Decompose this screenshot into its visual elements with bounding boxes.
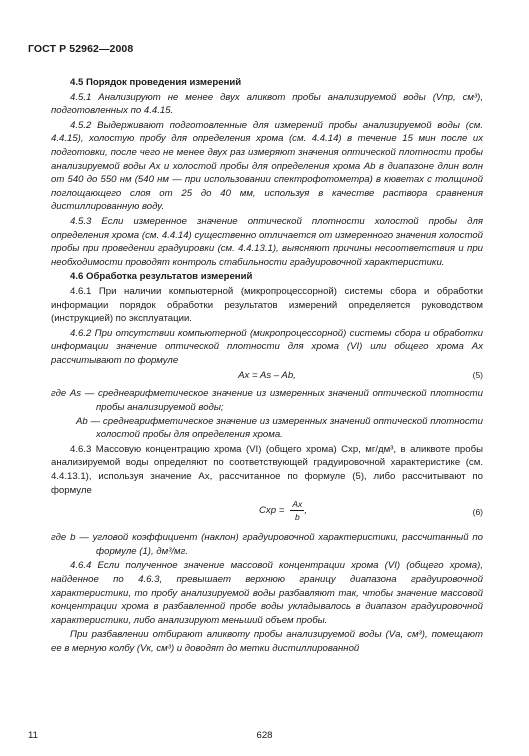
- paragraph-4-5-2: 4.5.2 Выдерживают подготовленные для измерений пробы анализируемой воды (см. 4.4.15), холостую пробу для определения хрома (см. 4.4.14) в течение 15 мин после их подготовки, после чего не менее двух раз измеряют значения оптической плотности пробы анализируемой воды Ах и холостой пробы для определения хрома Аb в диапазоне длин волн от 540 до 550 нм (540 нм — при использовании спектрофотометра) в кюветах с толщиной поглощающего слоя от 25 до 40 мм, используя в качестве раствора сравнения дистиллированную воду.: [51, 119, 483, 213]
- formula-6-expression: [259, 499, 307, 522]
- formula-6-fraction: [290, 499, 304, 522]
- formula-6-denominator: b: [294, 512, 300, 523]
- paragraph-4-6-2: 4.6.2 При отсутствии компьютерной (микропроцессорной) системы сбора и обработки информации значение оптической плотности для хрома (VI) или общего хрома Ах рассчитывают по формуле: [51, 327, 483, 366]
- formula-5: [51, 369, 483, 385]
- formula-5-expression: Ax = As – Ab,: [238, 370, 296, 382]
- formula-6-number: (6): [472, 507, 483, 518]
- paragraph-4-6-1: 4.6.1 При наличии компьютерной (микропроцессорной) системы сбора и обработки информации порядок обработки результатов измерений определяется руководством (инструкцией) по эксплуатации.: [51, 285, 483, 325]
- formula-5-number: (5): [472, 370, 483, 381]
- paragraph-4-6-4: 4.6.4 Если полученное значение массовой концентрации хрома (VI) (общего хрома), найденное по 4.6.3, превышает верхнюю границу диапазона градуировочной характеристики, то пробу анализируемой воды разбавляют так, чтобы значение массовой концентрации хрома в разбавленной пробе воды укладывалось в диапазон градуировочной характеристики, либо анализируют меньший объем пробы.: [51, 560, 483, 626]
- fraction-bar: [290, 510, 304, 511]
- page-number-left: 11: [28, 730, 38, 741]
- paragraph-4-5-1: 4.5.1 Анализируют не менее двух аликвот пробы анализируемой воды (Vпр, см³), подготовленных по 4.4.15.: [51, 91, 483, 117]
- paragraph-4-6-3: 4.6.3 Массовую концентрацию хрома (VI) (общего хрома) Схр, мг/дм³, в аликвоте пробы анализируемой воды определяют по соответствующей градуировочной характеристике (см. 4.4.13.1), используя значение Ах, рассчитанное по формуле (5), либо рассчитывают по формуле: [51, 443, 483, 496]
- document-header: ГОСТ Р 52962—2008: [28, 43, 134, 55]
- formula-6: [51, 497, 483, 531]
- definition-ab: Ab — среднеарифметическое значение из измеренных значений оптической плотности холостой пробы для определения хрома.: [76, 415, 483, 441]
- definition-as: где As — среднеарифметическое значение из измеренных значений оптической плотности пробы анализируемой воды;: [51, 388, 483, 414]
- formula-6-lhs: Cхр =: [259, 504, 285, 516]
- document-body: [51, 76, 483, 656]
- paragraph-4-5-3: 4.5.3 Если измеренное значение оптической плотности холостой пробы для определения хрома (см. 4.4.14) существенно отличается от измеренного значения холостой пробы при проведении градуировки (см. 4.4.13.1), выясняют причины несоответствия и при необходимости проводят контроль стабильности градуировочной характеристики.: [51, 215, 483, 268]
- definition-b: где b — угловой коэффициент (наклон) градуировочной характеристики, рассчитанный по формуле (1), дм³/мг.: [51, 532, 483, 557]
- page-number-center: 628: [256, 730, 273, 741]
- paragraph-dilution: При разбавлении отбирают аликвоту пробы анализируемой воды (Vа, см³), помещают ее в мерную колбу (Vк, см³) и доводят до метки дистиллированной: [51, 629, 483, 654]
- section-title-4-5: 4.5 Порядок проведения измерений: [70, 77, 242, 88]
- formula-6-numerator: Ax: [292, 499, 303, 510]
- section-title-4-6: 4.6 Обработка результатов измерений: [70, 271, 253, 283]
- formula-6-comma: ,: [304, 504, 308, 516]
